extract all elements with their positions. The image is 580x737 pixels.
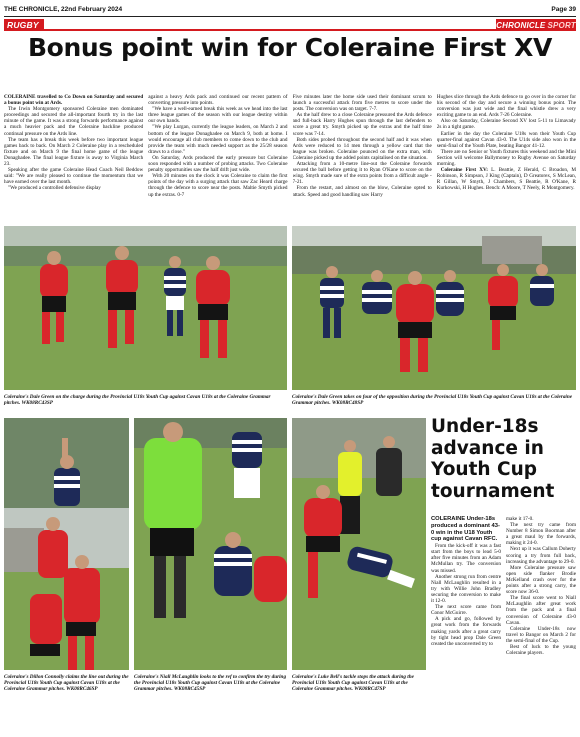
article-paragraph: COLERAINE travelled to Co Down on Saturday and secured a bonus point win at Ards.: [4, 94, 144, 107]
article-paragraph: On Saturday, Ards produced the early pressure but Coleraine soon responded with a number of probing attacks. Two Coleraine penalty opportunities saw the half drift just wide.: [148, 154, 288, 174]
section-divider: [44, 29, 496, 31]
photo-dale-green-four-opposition: [292, 226, 576, 390]
article-paragraph: Five minutes later the home side used their dominant scrum to launch a successful attack from five metres to score under the posts. The conversion was on target. 7-7.: [292, 94, 432, 113]
article-paragraph: "We play Lurgan, currently the league leaders, on March 2 and bottom of the league Donaghadee on March 9, both at home. I would encourage all club members to come down to the club and provide the team with much needed support as the 25/28 season draws to a close.": [148, 124, 288, 155]
article-paragraph: Earlier in the day the Coleraine U18s won their Youth Cup quarter-final against Cavan 43-0. The U14s side also won in the semi-final of the Youth Plate, beating Bangor 41-12.: [436, 130, 576, 149]
article-paragraph: The team has a break this week before two important league games back to back. On March 2 Coleraine play in a rescheduled fixture and on March 9 the final home game of the league Donaghadee. The final league fixture is away to Virginia March 23.: [4, 136, 144, 168]
sidebar-paragraph: The next score came from Conor McGuirre.: [431, 604, 501, 617]
folio-rule: [4, 16, 576, 17]
article-paragraph: As the half drew to a close Coleraine pressured the Ards defence and full-back Harry Hughes spun through the last defenders to score a great try. Smyth picked up the extras and the half time score was 7-14.: [292, 112, 432, 137]
photo-5-image: [292, 418, 426, 670]
photo-3-image: [4, 418, 129, 670]
sidebar-paragraph: From the kick-off it was a fast start from the boys to lead 5-0 after five minutes from an Adam McMullan try. The conversion was missed.: [431, 543, 501, 574]
article-paragraph: There are no Senior or Youth fixtures this weekend and the Mini Section will welcome Ballymoney to Rugby Avenue on Saturday morning.: [436, 148, 576, 168]
article-column-4: [437, 94, 576, 224]
sidebar-paragraph: Best of luck to the young Coleraine players.: [506, 643, 576, 657]
folio-publication: THE CHRONICLE, 22nd February 2024: [4, 5, 123, 13]
sidebar-paragraph: A pick and go, followed by great work from the forwards making yards after a great carry by tight head prop Dale Green created the unconverted try to: [431, 616, 501, 647]
section-tag-rugby: RUGBY: [4, 19, 44, 31]
article-paragraph: Speaking after the game Coleraine Head Coach Neil Beddow said: "We are really pleased to continue the momentum that we have earned over the last month.: [4, 167, 144, 186]
article-paragraph: against a heavy Ards pack and continued our recent pattern of converting pressure into points.: [148, 94, 288, 107]
article-paragraph: Both sides probed throughout the second half and it was when Ards were reduced to 14 men through a yellow card that the league was broken. Coleraine pounced on the extra man, with Coleraine picked up the added points capitalised on the situation.: [292, 136, 432, 161]
sidebar-paragraph: Coleraine Under-18s now travel to Bangor on March 2 for the semi-final of the Cup.: [506, 625, 576, 644]
article-paragraph: Hughes slice through the Ards defence to go over in the corner for his second of the day and secure a winning bonus point. The conversion was just wide and the final whistle drew a very exciting game to an end. Ards 7-26 Coleraine.: [436, 94, 576, 119]
article-column-1: [4, 94, 143, 224]
squad-list: Coleraine First XV: L. Beattie, Z Herald, C Broadon, M Robinson, R Simpson, J King (Captain), D Greatorex, S McLean, R Gillan, W Smyth, J Chambers, S Beattie, R O'Kane, R Kurkowski, H Hughes. Bench: A Moore, T Neely, R Montgomery.: [436, 167, 576, 192]
article-body: [4, 94, 576, 224]
photo-2-image: [292, 226, 576, 390]
sidebar-column-1: [431, 516, 501, 734]
photo-4-image: [134, 418, 287, 670]
sidebar-paragraph: Another strong run from centre Niall McLaughlin resulted in a try with Willie John Bradley securing the conversion to make it 12-0.: [431, 573, 501, 605]
article-paragraph: Also on Saturday, Coleraine Second XV lost 5-11 to Limavady 2s in a tight game.: [436, 118, 576, 131]
photo-5-caption: Coleraine's Luke Bell's tackle stops the attack during the Provincial U18s Youth Cup against Cavan U18s at the Coleraine Grammar pitches. WK08RC47SP: [292, 674, 414, 692]
photo-1-caption: Coleraine's Dale Green on the charge during the Provincial U18s Youth Cup against Cavan U18s at the Coleraine Grammar pitches. WK08RC43SP: [4, 394, 271, 406]
article-headline: Bonus point win for Coleraine First XV: [28, 33, 552, 62]
photo-4-caption: Coleraine's Niall McLaughlin looks to the ref to confirm the try during the Provincial U18s Youth Cup against Cavan U18s at the Coleraine Grammar pitches. WK08RC45SP: [134, 674, 287, 692]
sidebar-paragraph: The final score went to Niall McLaughlin after great work from the pack and a final conversion of Coleraine 43-0 Cavan.: [506, 595, 576, 626]
sidebar-paragraph: make it 17-0.: [506, 516, 534, 522]
masthead-chronicle: CHRONICLE: [496, 20, 546, 30]
article-column-2: [148, 94, 287, 224]
article-paragraph: "We produced a controlled defensive display: [8, 185, 101, 192]
photo-dale-green-charge: [4, 226, 287, 390]
article-paragraph: From the restart, and almost on the blow, Coleraine opted to attack. Speed and good handling saw Harry: [292, 185, 432, 198]
sidebar-paragraph: More Coleraine pressure saw open side flanker Brodie McKelland crash over for the points after a strong carry, the score now 36-0.: [506, 564, 576, 596]
photo-luke-bell-tackle: [292, 418, 426, 670]
article-column-3: [293, 94, 432, 224]
sidebar-paragraph: Next up it was Callum Doherty scoring a try from full back, increasing the advantage to 29-0.: [506, 546, 576, 565]
photo-dillon-connolly-lineout: [4, 418, 129, 670]
sidebar-headline: Under-18s advance in Youth Cup tournament: [431, 416, 555, 502]
photo-niall-mclaughlin-try: [134, 418, 287, 670]
page-folio: [4, 3, 576, 15]
sport-masthead: [496, 19, 576, 31]
article-paragraph: "We have a well-earned break this week as we head into the last three league games of the season with our league destiny within our own hands.: [148, 106, 288, 125]
sidebar-lead: COLERAINE Under-18s produced a dominant 43-0 win in the U18 Youth cup against Cavan RFC.: [431, 516, 500, 543]
sidebar-body: [431, 516, 576, 734]
photo-2-caption: Coleraine's Dale Green takes on four of the opposition during the Provincial U18s Youth Cup against Cavan U18s at the Coleraine Grammar pitches. WK08RC48SP: [292, 394, 573, 406]
squad-list-label: Coleraine First XV:: [440, 167, 488, 174]
sidebar-column-2: [506, 516, 576, 734]
sidebar-paragraph: The next try came from Number 8 Simon Boorman after a great maul by the forwards, making it 24-0.: [506, 522, 576, 547]
article-paragraph: Attacking from a 10-metre line-out the Coleraine forwards secured the ball before getting it to Ryan O'Kane to score on the wing. Smyth made sure of the extra points from a difficult angle - 7-21.: [292, 161, 432, 186]
photo-1-image: [4, 226, 287, 390]
masthead-sport: SPORT: [547, 20, 576, 30]
article-paragraph: The Irwin Montgomery sponsored Coleraine men dominated proceedings and secured the all-important fourth try in the last minute of the game. It was a strong forwards performance against a much heavier pack and the Coleraine backline produced continual pressure on the Ards line.: [4, 106, 144, 137]
article-paragraph: With 20 minutes on the clock it was Coleraine to claim the first points of the day with a surging attack that saw Zac Heard charge through the defence to score near the posts. Maltie Smyth picked up the extras. 0-7: [148, 173, 288, 198]
folio-page-number: Page 39: [551, 5, 576, 13]
section-bar: [4, 19, 576, 31]
photo-3-caption: Coleraine's Dillon Connolly claims the line out during the Provincial U18s Youth Cup against Cavan U18s at the Coleraine Grammar pitches. WK08RC46SP: [4, 674, 129, 692]
